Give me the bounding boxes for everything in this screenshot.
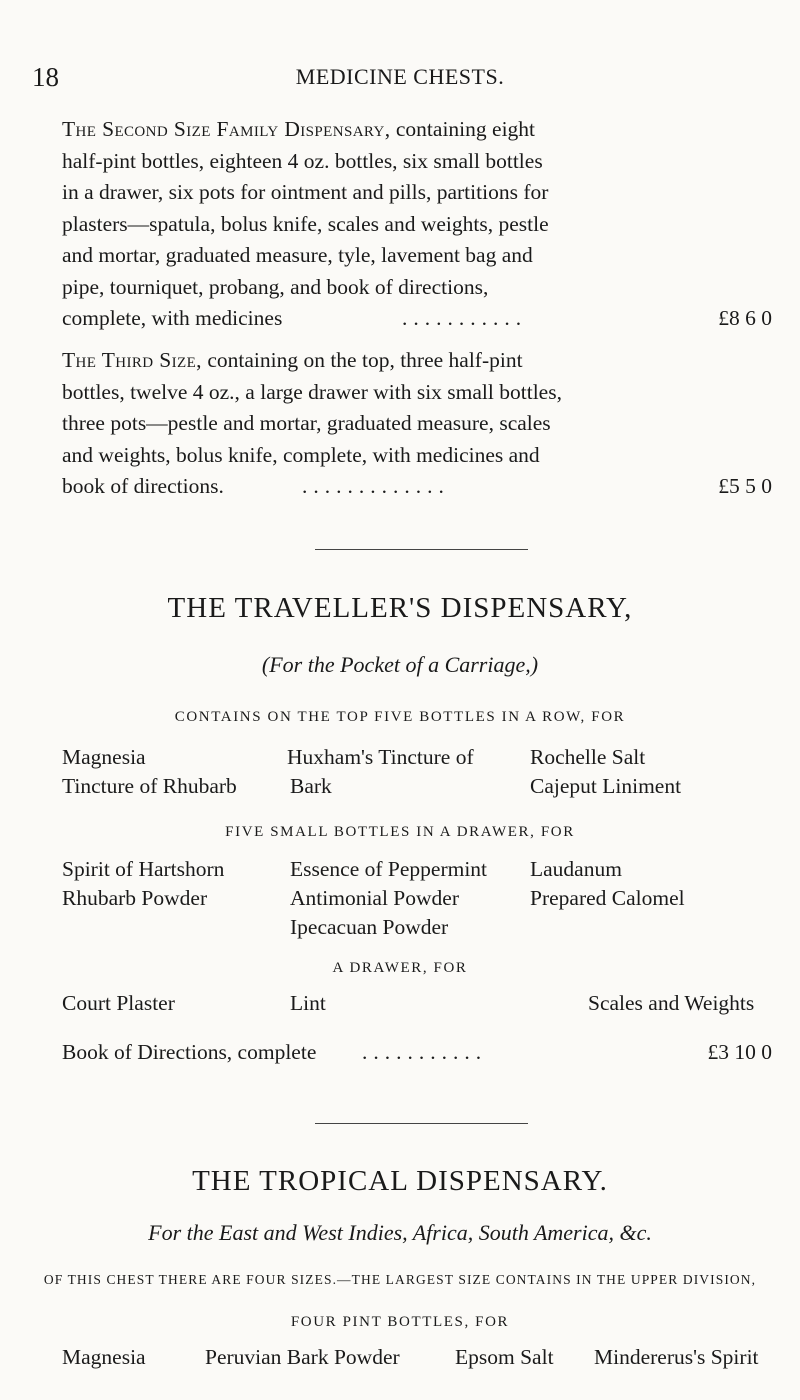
second-size-lead: The Second Size Family Dispensary, [62,117,391,141]
section-subtitle: For the East and West Indies, Africa, South America, &c. [148,1220,652,1245]
list-item: Peruvian Bark Powder [205,1345,400,1369]
third-size-paragraph [62,345,772,503]
paragraph-line: complete, with medicines [62,306,283,330]
list-item: Antimonial Powder [290,886,459,910]
list-item: Tincture of Rhubarb [62,774,237,798]
list-item: Epsom Salt [455,1345,554,1369]
pint-bottles-heading: FOUR PINT BOTTLES, FOR [290,1314,510,1330]
leader-dots: ........... [402,306,528,330]
paragraph-line: pipe, tourniquet, probang, and book of directions, [62,274,489,299]
top-bottles-heading: CONTAINS ON THE TOP FIVE BOTTLES IN A ROW, FOR [174,709,626,725]
section-title: THE TRAVELLER'S DISPENSARY, [167,592,633,624]
list-item: Prepared Calomel [530,886,685,910]
list-item: Laudanum [530,857,622,881]
section-title: THE TROPICAL DISPENSARY. [192,1165,608,1197]
book-label: Book of Directions, complete [62,1040,317,1064]
sizes-note: OF THIS CHEST THERE ARE FOUR SIZES.—THE LARGEST SIZE CONTAINS IN THE UPPER DIVISION, [43,1272,757,1287]
list-item: Court Plaster [62,991,175,1015]
running-title: MEDICINE CHESTS. [295,64,505,89]
section-divider [315,1123,528,1124]
list-item: Mindererus's Spirit [594,1345,759,1369]
list-item: Rochelle Salt [530,745,646,769]
price: £5 5 0 [718,474,772,498]
list-item: Ipecacuan Powder [290,915,449,939]
leader-dots: ............. [302,474,450,498]
list-item: Magnesia [62,1345,146,1369]
list-item: Lint [290,991,326,1015]
paragraph-line: bottles, twelve 4 oz., a large drawer with six small bottles, [62,379,562,404]
list-item: Huxham's Tincture of [287,745,474,769]
paragraph-line: and weights, bolus knife, complete, with medicines and [62,442,540,467]
paragraph-line: in a drawer, six pots for ointment and pills, partitions for [62,180,549,204]
leader-dots: ........... [362,1040,488,1064]
section-divider [315,549,528,550]
drawer-bottles-heading: FIVE SMALL BOTTLES IN A DRAWER, FOR [225,824,575,840]
list-item: Scales and Weights [588,991,755,1015]
price: £8 6 0 [718,306,772,330]
paragraph-line: containing on the top, three half-pint [207,348,523,372]
paragraph-line: half-pint bottles, eighteen 4 oz. bottles, six small bottles [62,148,543,173]
price: £3 10 0 [707,1040,772,1064]
list-item: Magnesia [62,745,146,769]
list-item: Bark [290,774,332,798]
second-size-paragraph [62,114,772,335]
paragraph-line: and mortar, graduated measure, tyle, lavement bag and [62,243,533,267]
list-item: Cajeput Liniment [530,774,682,798]
section-subtitle: (For the Pocket of a Carriage,) [261,652,539,677]
paragraph-line: book of directions. [62,474,224,498]
list-item: Rhubarb Powder [62,886,208,910]
third-size-lead: The Third Size, [62,348,202,372]
page-number: 18 [32,62,59,92]
list-item: Spirit of Hartshorn [62,857,225,881]
drawer-heading: A DRAWER, FOR [332,960,468,976]
list-item: Essence of Peppermint [290,857,488,881]
paragraph-line: three pots—pestle and mortar, graduated measure, scales [62,411,551,435]
paragraph-line: containing eight [395,117,536,141]
paragraph-line: plasters—spatula, bolus knife, scales and weights, pestle [62,211,549,236]
